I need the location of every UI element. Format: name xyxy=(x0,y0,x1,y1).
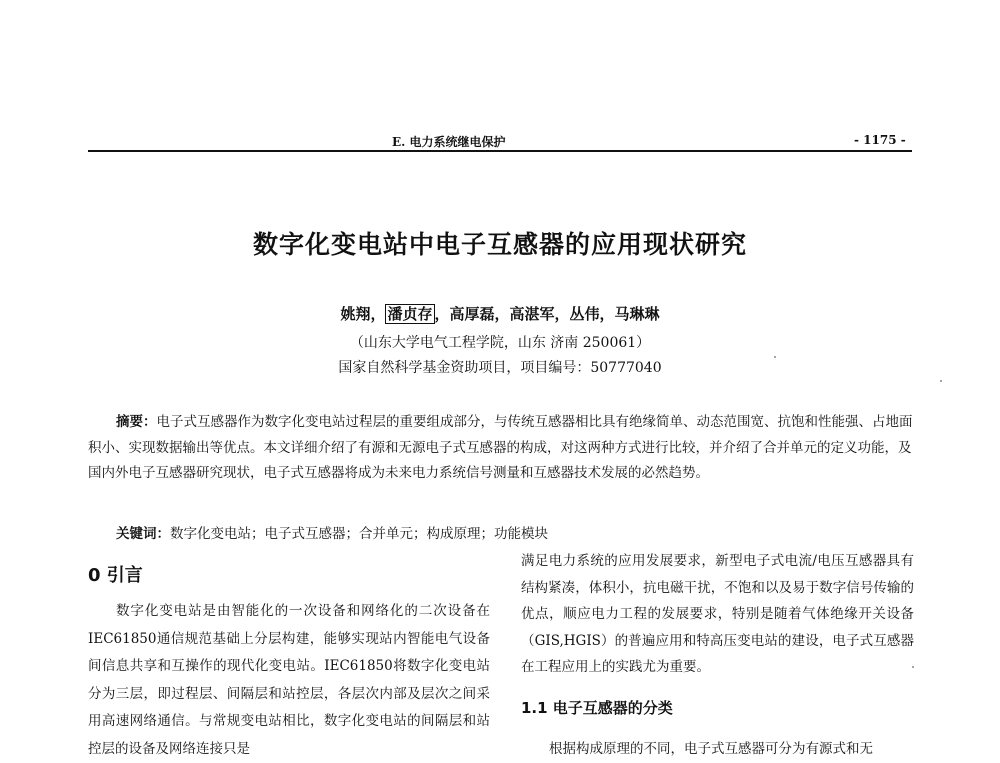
right-column-body xyxy=(521,548,914,681)
introduction-body xyxy=(88,598,490,763)
keywords xyxy=(116,522,548,542)
author-list xyxy=(0,303,1000,324)
keywords-text: 数字化变电站；电子式互感器；合并单元；构成原理；功能模块 xyxy=(170,526,548,542)
right-column-paragraph: 满足电力系统的应用发展要求，新型电子式电流/电压互感器具有结构紧凑，体积小，抗电磁干扰，不饱和以及易于数字信号传输的优点，顺应电力工程的发展要求，特别是随着气体绝缘开关设备（GIS,HGIS）的普遍应用和特高压变电站的建设，电子式互感器在工程应用上的实践尤为重要。 xyxy=(521,553,914,675)
keywords-label: 关键词： xyxy=(116,526,170,542)
author-first: 姚翔， xyxy=(340,305,386,323)
section-heading-introduction: 0 引言 xyxy=(88,565,143,586)
scan-speck xyxy=(912,666,914,668)
paper-title: 数字化变电站中电子互感器的应用现状研究 xyxy=(252,230,747,259)
author-rest: ，高厚磊，高湛军，丛伟，马琳琳 xyxy=(434,305,660,323)
running-header-section: E. 电力系统继电保护 xyxy=(392,135,506,149)
introduction-paragraph: 数字化变电站是由智能化的一次设备和网络化的二次设备在IEC61850通信规范基础上分层构建，能够实现站内智能电气设备间信息共享和互操作的现代化变电站。IEC61850将数字化变电站分为三层，即过程层、间隔层和站控层，各层次内部及层次之间采用高速网络通信。与常规变电站相比，数字化变电站的间隔层和站控层的设备及网络连接只是 xyxy=(88,603,490,757)
abstract xyxy=(88,410,914,487)
classification-body xyxy=(521,736,914,763)
abstract-label: 摘要： xyxy=(116,414,157,430)
page-number: - 1175 - xyxy=(854,133,906,147)
affiliation: （山东大学电气工程学院，山东 济南 250061） xyxy=(349,335,651,351)
author-corresponding: 潘贞存 xyxy=(387,305,433,323)
section-heading-classification: 1.1 电子互感器的分类 xyxy=(521,699,673,717)
funding-note: 国家自然科学基金资助项目，项目编号：50777040 xyxy=(338,360,662,376)
scan-speck xyxy=(940,380,942,382)
classification-paragraph: 根据构成原理的不同，电子式互感器可分为有源式和无 xyxy=(549,741,873,757)
abstract-text: 电子式互感器作为数字化变电站过程层的重要组成部分，与传统互感器相比具有绝缘简单、动态范围宽、抗饱和性能强、占地面积小、实现数据输出等优点。本文详细介绍了有源和无源电子式互感器的构成，对这两种方式进行比较，并介绍了合并单元的定义功能，及国内外电子互感器研究现状，电子式互感器将成为未来电力系统信号测量和互感器技术发展的必然趋势。 xyxy=(88,414,913,481)
header-rule xyxy=(88,150,912,152)
scan-speck xyxy=(774,356,776,358)
